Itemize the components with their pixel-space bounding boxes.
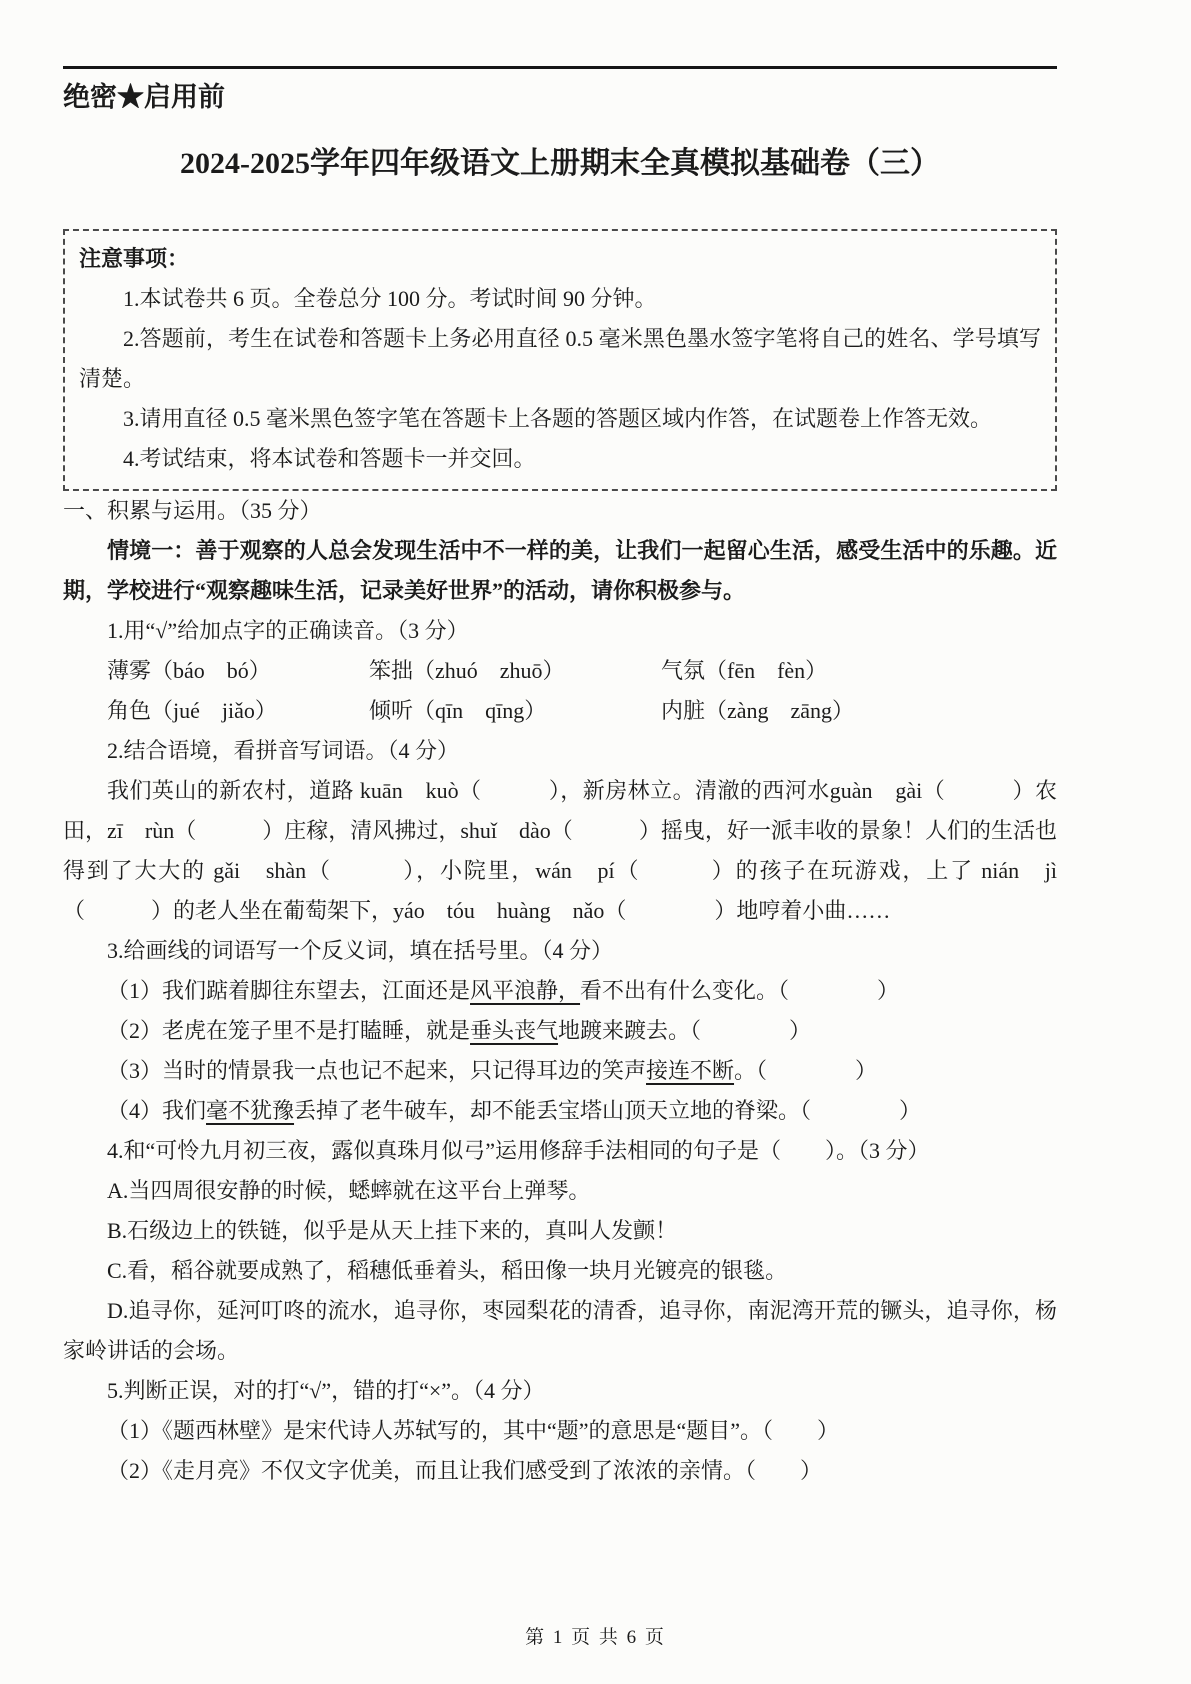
q3-stem: 3.给画线的词语写一个反义词，填在括号里。（4 分） — [107, 938, 614, 963]
q3-item-3-underlined: 接连不断 — [646, 1058, 735, 1083]
q3-item-1 — [63, 971, 1057, 1011]
q4-stem: 4.和“可怜九月初三夜，露似真珠月似弓”运用修辞手法相同的句子是（ ）。（3 分） — [107, 1138, 930, 1163]
q4-option-b: B.石级边上的铁链，似乎是从天上挂下来的，真叫人发颤！ — [107, 1218, 678, 1243]
q3-item-4-post: 丢掉了老牛破车，却不能丢宝塔山顶天立地的脊梁。（ ） — [294, 1098, 922, 1123]
q3-item-2 — [63, 1011, 1057, 1051]
notice-heading: 注意事项： — [79, 246, 190, 271]
q5-stem: 5.判断正误，对的打“√”，错的打“×”。（4 分） — [107, 1378, 545, 1403]
q3-item-2-underlined: 垂头丧气 — [470, 1018, 559, 1043]
q1-word-benzhuo: 笨拙（zhuó zhuō） — [369, 658, 565, 683]
notice-box — [63, 229, 1057, 491]
q5-item-2: （2）《走月亮》不仅文字优美，而且让我们感受到了浓浓的亲情。（ ） — [107, 1458, 823, 1483]
exam-title: 2024-2025学年四年级语文上册期末全真模拟基础卷（三） — [180, 147, 940, 180]
q3-item-4-underlined: 毫不犹豫 — [206, 1098, 295, 1123]
q4-option-c: C.看，稻谷就要成熟了，稻穗低垂着头，稻田像一块月光镀亮的银毯。 — [107, 1258, 788, 1283]
q1-word-bowu: 薄雾（báo bó） — [107, 658, 271, 683]
q3-item-4 — [63, 1091, 1057, 1131]
q3-item-3-pre: （3）当时的情景我一点也记不起来，只记得耳边的笑声 — [107, 1058, 647, 1083]
q3-item-3-post: 。（ ） — [734, 1058, 878, 1083]
q3-item-1-underlined: 风平浪静， — [470, 978, 581, 1003]
notice-item-4: 4.考试结束，将本试卷和答题卡一并交回。 — [123, 446, 536, 471]
notice-item-2: 2.答题前，考生在试卷和答题卡上务必用直径 0.5 毫米黑色墨水签字笔将自己的姓名、学号填写清楚。 — [79, 326, 1041, 391]
scenario-text: 情境一：善于观察的人总会发现生活中不一样的美，让我们一起留心生活，感受生活中的乐趣。近期，学校进行“观察趣味生活，记录美好世界”的活动，请你积极参与。 — [63, 538, 1057, 603]
q1-word-qingting: 倾听（qīn qīng） — [369, 698, 547, 723]
q3-item-2-post: 地踱来踱去。（ ） — [558, 1018, 812, 1043]
q1-row-2 — [63, 691, 1057, 731]
top-rule — [63, 66, 1057, 69]
q3-item-1-post: 看不出有什么变化。（ ） — [580, 978, 900, 1003]
classification-label: 绝密★启用前 — [63, 82, 225, 112]
q2-stem: 2.结合语境，看拼音写词语。（4 分） — [107, 738, 460, 763]
q3-item-3 — [63, 1051, 1057, 1091]
q2-passage: 我们英山的新农村，道路 kuān kuò（ ），新房林立。清澈的西河水guàn gài（ ）农田，zī rùn（ ）庄稼，清风拂过，shuǐ dào（ ）摇曳，好一派丰收的景象！人们的生活也得到了大大的 gǎi shàn（ ），小院里，wán pí（ ）的孩子在玩游戏，上了 nián jì（ ）的老人坐在葡萄架下，yáo tóu huàng nǎo（ ）地哼着小曲…… — [63, 778, 1057, 923]
q1-word-juese: 角色（jué jiǎo） — [107, 698, 277, 723]
notice-item-1: 1.本试卷共 6 页。全卷总分 100 分。考试时间 90 分钟。 — [123, 286, 657, 311]
q1-word-neizang: 内脏（zàng zāng） — [661, 698, 855, 723]
q1-word-qifen: 气氛（fēn fèn） — [661, 658, 828, 683]
q3-item-1-pre: （1）我们踮着脚往东望去，江面还是 — [107, 978, 471, 1003]
page-footer: 第 1 页 共 6 页 — [525, 1627, 666, 1648]
q4-option-a: A.当四周很安静的时候，蟋蟀就在这平台上弹琴。 — [107, 1178, 591, 1203]
q1-stem: 1.用“√”给加点字的正确读音。（3 分） — [107, 618, 469, 643]
q5-item-1: （1）《题西林壁》是宋代诗人苏轼写的，其中“题”的意思是“题目”。（ ） — [107, 1418, 840, 1443]
section1-heading: 一、积累与运用。（35 分） — [63, 498, 322, 523]
q4-option-d: D.追寻你，延河叮咚的流水，追寻你，枣园梨花的清香，追寻你，南泥湾开荒的镢头，追寻你，杨家岭讲话的会场。 — [63, 1298, 1057, 1363]
q3-item-2-pre: （2）老虎在笼子里不是打瞌睡，就是 — [107, 1018, 471, 1043]
notice-item-3: 3.请用直径 0.5 毫米黑色签字笔在答题卡上各题的答题区域内作答，在试题卷上作答无效。 — [123, 406, 993, 431]
q3-item-4-pre: （4）我们 — [107, 1098, 207, 1123]
q1-row-1 — [63, 651, 1057, 691]
